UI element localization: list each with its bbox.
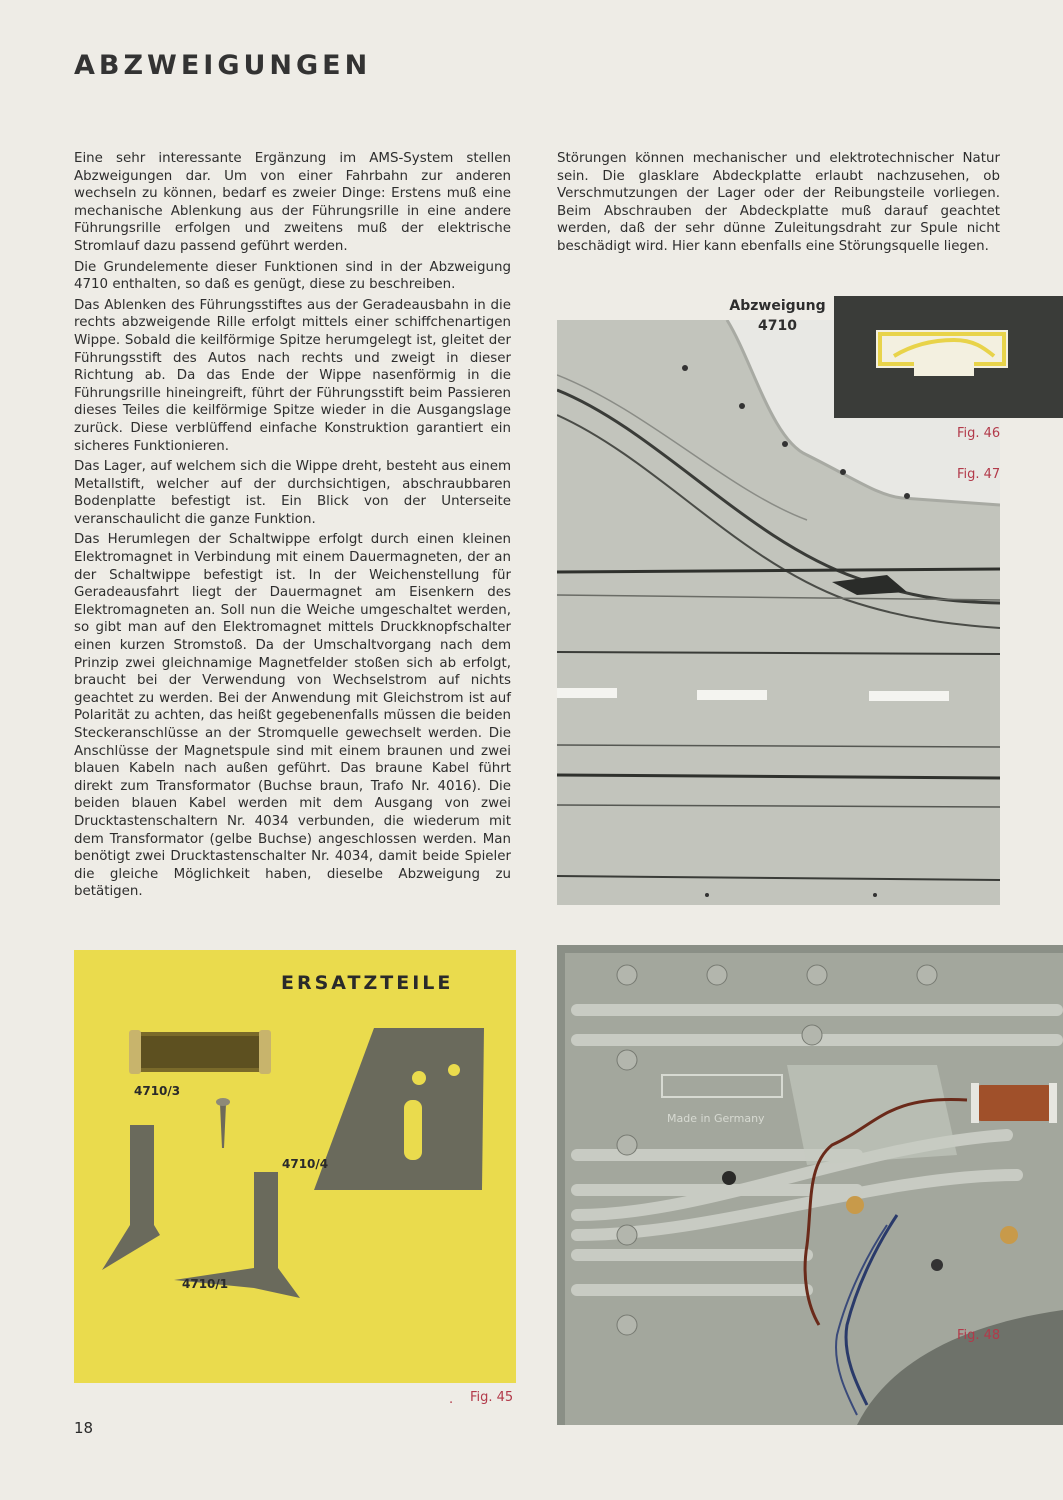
fig45-marker: · <box>449 1396 454 1411</box>
fig47-caption: Fig. 47 <box>957 467 1001 482</box>
fig46-label <box>720 296 835 336</box>
page-title: ABZWEIGUNGEN <box>74 50 372 81</box>
right-text-column <box>557 150 1000 259</box>
part-label: 4710/1 <box>182 1277 229 1291</box>
fig45-caption: Fig. 45 <box>470 1390 514 1405</box>
fig46-caption: Fig. 46 <box>957 426 1001 441</box>
part-label: 4710/3 <box>134 1084 181 1098</box>
part-label: 4710/4 <box>282 1157 329 1171</box>
underside-illustration <box>557 945 1063 1425</box>
paragraph: Das Ablenken des Führungsstiftes aus der Geradeausbahn in die rechts abzweigende Rille erfolgt mittels einer schiffchenartigen Wippe. Sobald die keilförmige Spitze herumgelegt ist, gleitet der Führungsstift des Autos nach rechts und zweigt in dieser Richtung ab. Da das Ende der Wippe nasenförmig in die Führungsrille hineingreift, führt der Führungsstift beim Passieren dieses Teiles die keilförmige Spitze wieder in die Ausgangslage zurück. Diese verblüffend einfache Konstruktion garantiert ein sicheres Funktionieren. <box>74 297 511 454</box>
track-piece-symbol <box>834 296 1063 418</box>
spare-parts-panel <box>74 950 516 1383</box>
fig46-badge-number: 4710 <box>924 363 952 374</box>
page-number: 18 <box>74 1419 94 1437</box>
paragraph: Die Grundelemente dieser Funktionen sind in der Abzweigung 4710 enthalten, so daß es genügt, diese zu beschreiben. <box>74 259 511 293</box>
spare-parts-title: ERSATZTEILE <box>281 972 454 994</box>
left-text-column <box>74 150 511 904</box>
fig46-badge <box>834 296 1063 418</box>
fig48-underside-photo <box>557 945 1063 1425</box>
paragraph: Das Herumlegen der Schaltwippe erfolgt durch einen kleinen Elektromagnet in Verbindung mit einem Dauermagneten, der an der Schaltwippe befestigt ist. In der Weichenstellung für Geradeausfahrt liegt der Dauermagnet am Eisenkern des Elektromagneten an. Soll nun die Weiche umgeschaltet werden, so gibt man auf den Elektromagnet mittels Druckknopfschalter einen kurzen Stromstoß. Da der Umschaltvorgang nach dem Prinzip zwei gleichnamige Magnetfelder stoßen sich ab erfolgt, braucht bei der Verwendung von Wechselstrom auf nichts geachtet zu werden. Bei der Anwendung mit Gleichstrom ist auf Polarität zu achten, das heißt gegebenenfalls müssen die beiden Steckeranschlüsse an der Stromquelle gewechselt werden. Die Anschlüsse der Magnetspule sind mit einem braunen und zwei blauen Kabeln nach außen geführt. Das braune Kabel führt direkt zum Transformator (Buchse braun, Trafo Nr. 4016). Die beiden blauen Kabel werden mit dem Ausgang von zwei Drucktastenschaltern Nr. 4034 verbunden, die wiederum mit dem Transformator (gelbe Buchse) angeschlossen werden. Man benötigt zwei Drucktastenschalter Nr. 4034, damit beide Spieler die gleiche Möglichkeit haben, dieselbe Abzweigung zu betätigen. <box>74 532 511 900</box>
made-in-germany-stamp: Made in Germany <box>667 1112 765 1125</box>
paragraph: Das Lager, auf welchem sich die Wippe dreht, besteht aus einem Metallstift, welcher auf der durchsichtigen, abschraubbaren Bodenplatte befestigt ist. Ein Blick von der Unterseite veranschaulicht die ganze Funktion. <box>74 459 511 527</box>
fig46-label-line2: 4710 <box>758 318 797 334</box>
fig46-label-line1: Abzweigung <box>729 298 826 314</box>
paragraph: Eine sehr interessante Ergänzung im AMS-System stellen Abzweigungen dar. Um von einer Fahrbahn zur anderen wechseln zu können, bedarf es zweier Dinge: Erstens muß eine mechanische Ablenkung aus der Führungsrille in eine andere Führungsrille erfolgen und zweitens muß der elektrische Stromlauf dazu passend geführt werden. <box>74 151 511 254</box>
paragraph: Störungen können mechanischer und elektrotechnischer Natur sein. Die glasklare Abdeckplatte erlaubt nachzusehen, ob Verschmutzungen der Lager oder der Reibungsteile vorliegen. Beim Abschrauben der Abdeckplatte muß darauf geachtet werden, daß der sehr dünne Zuleitungsdraht zur Spule nicht beschädigt wird. Hier kann ebenfalls eine Störungsquelle liegen. <box>557 151 1000 254</box>
fig48-caption: Fig. 48 <box>957 1328 1001 1343</box>
